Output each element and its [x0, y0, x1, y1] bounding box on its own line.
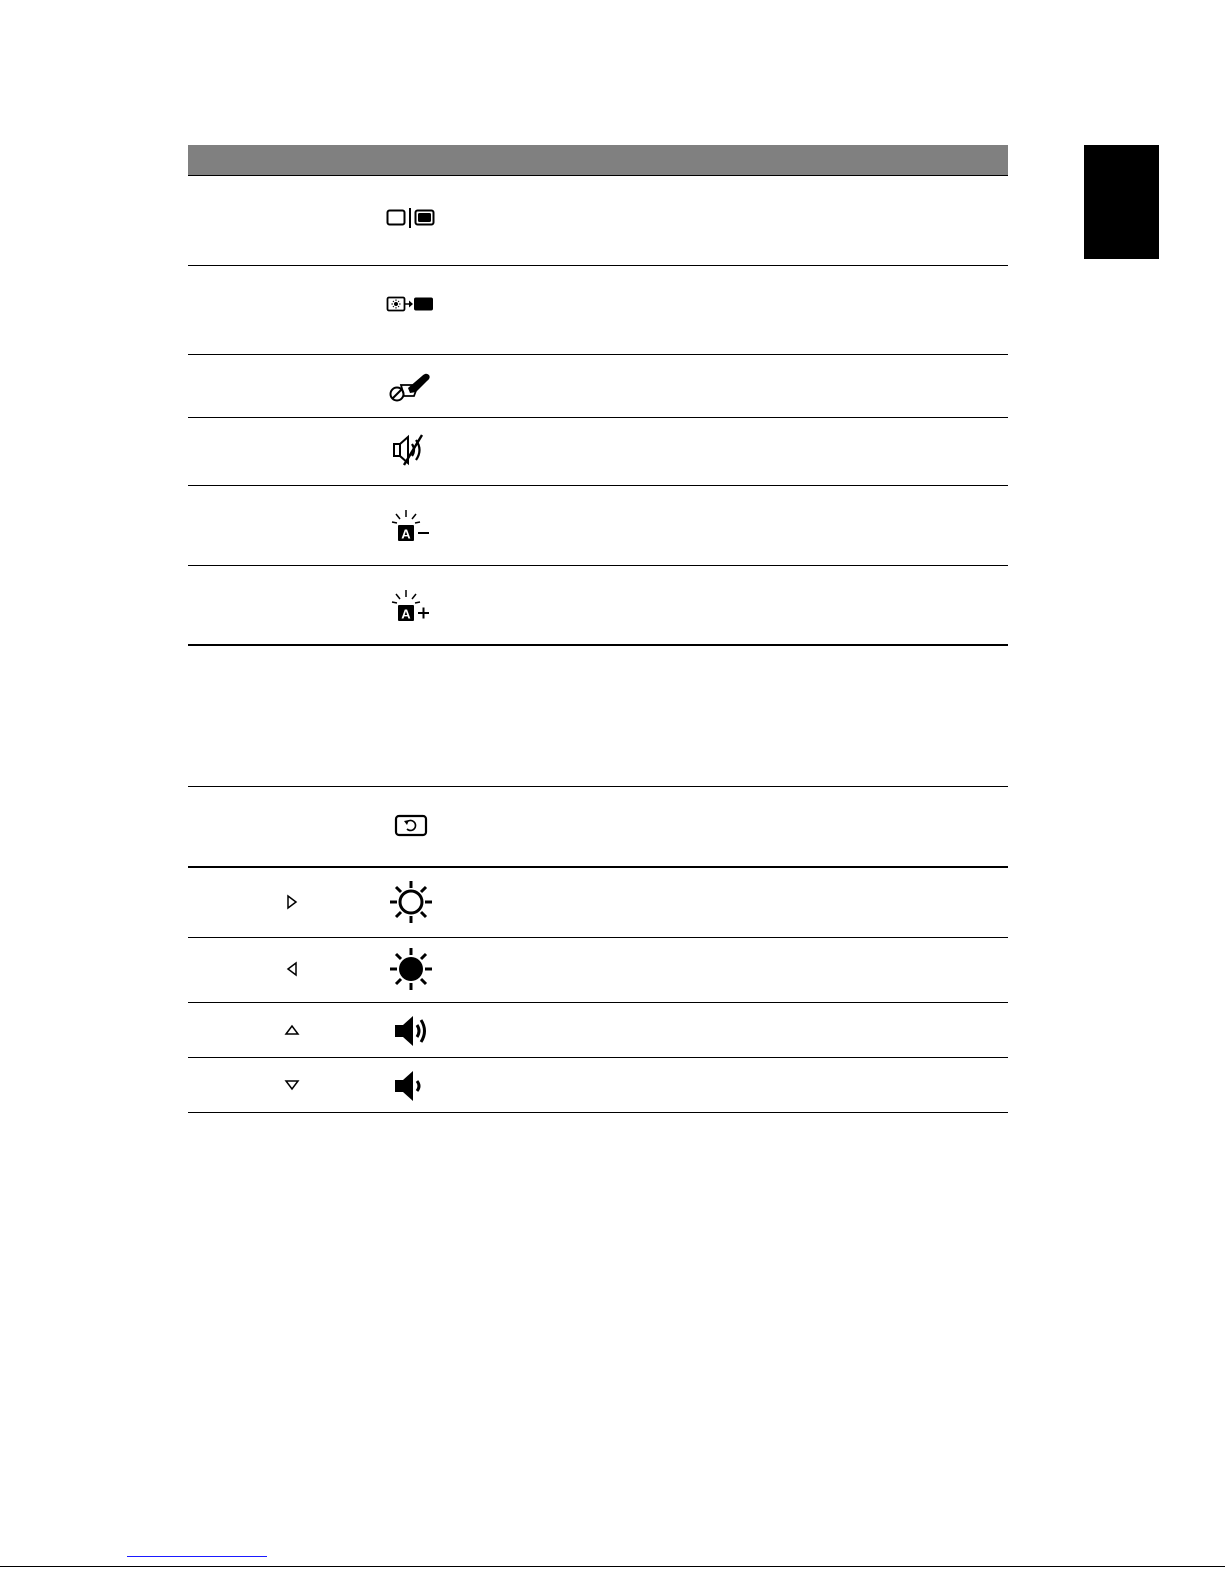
brightness-down-icon — [385, 947, 437, 991]
svg-text:A: A — [401, 606, 411, 622]
row-divider — [188, 265, 1008, 266]
speaker-mute-icon — [385, 428, 437, 472]
volume-down-icon — [385, 1064, 437, 1108]
arrow-right-icon — [260, 890, 324, 914]
restore-icon — [385, 803, 437, 847]
row-divider — [188, 1002, 1008, 1003]
svg-text:A: A — [401, 526, 411, 542]
display-toggle-icon — [385, 196, 437, 240]
row-divider — [188, 1112, 1008, 1113]
section-tab — [1084, 145, 1159, 259]
table-header — [188, 145, 1008, 175]
page-bottom-rule — [0, 1566, 1225, 1567]
row-divider — [188, 417, 1008, 418]
section-divider — [188, 866, 1008, 868]
row-divider — [188, 354, 1008, 355]
row-divider — [188, 786, 1008, 787]
row-divider — [188, 175, 1008, 176]
footer-link-underline[interactable] — [127, 1556, 267, 1557]
arrow-down-icon — [260, 1073, 324, 1097]
row-divider — [188, 1057, 1008, 1058]
brightness-up-icon — [385, 880, 437, 924]
row-divider — [188, 565, 1008, 566]
arrow-up-icon — [260, 1018, 324, 1042]
section-divider — [188, 644, 1008, 646]
screen-blank-icon — [385, 282, 437, 326]
volume-up-icon — [385, 1009, 437, 1053]
row-divider — [188, 937, 1008, 938]
keyboard-backlight-down-icon — [385, 504, 437, 548]
arrow-left-icon — [260, 957, 324, 981]
touchpad-toggle-icon — [385, 364, 437, 408]
keyboard-backlight-up-icon — [385, 584, 437, 628]
row-divider — [188, 485, 1008, 486]
